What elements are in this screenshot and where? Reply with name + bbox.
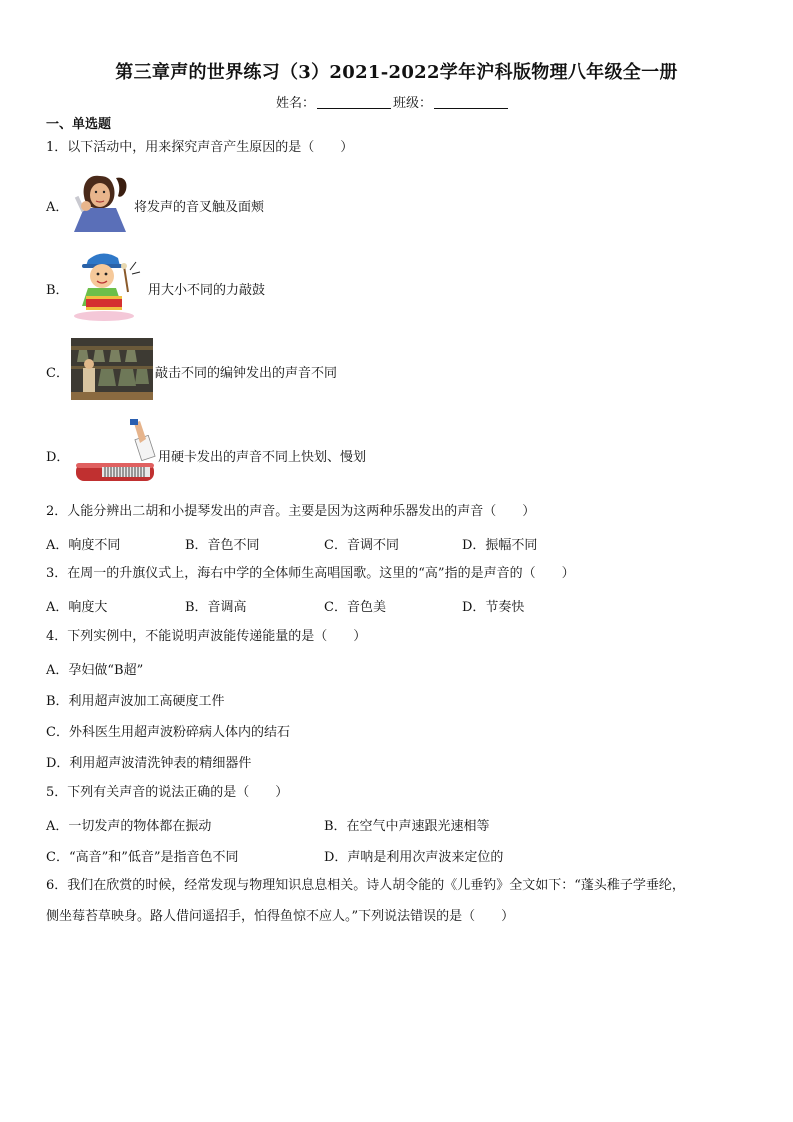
class-blank — [434, 96, 508, 109]
q4-option-a: A．孕妇做“B超” — [46, 663, 144, 678]
q2-option-d: D．振幅不同 — [462, 538, 538, 553]
q2-option-a: A．响度不同 — [46, 538, 121, 553]
question-1-stem: 1．以下活动中，用来探究声音产生原因的是（ ） — [46, 140, 354, 155]
q4-option-c: C．外科医生用超声波粉碎病人体内的结石 — [46, 725, 290, 740]
chime-bells-image — [71, 338, 153, 400]
q3-option-b: B．音调高 — [185, 600, 247, 615]
student-info — [276, 92, 510, 111]
q1-option-c-text: 敲击不同的编钟发出的声音不同 — [155, 366, 338, 381]
question-4-stem: 4．下列实例中，不能说明声波能传递能量的是（ ） — [46, 629, 367, 644]
question-6-line-1: 6．我们在欣赏的时候，经常发现与物理知识息息相关。诗人胡令能的《儿垂钓》全文如下：“蓬头稚子学垂纶， — [46, 878, 685, 893]
question-5-stem: 5．下列有关声音的说法正确的是（ ） — [46, 785, 289, 800]
q3-option-c: C．音色美 — [324, 600, 386, 615]
q1-option-d-text: 用硬卡发出的声音不同上快划、慢划 — [158, 450, 367, 465]
class-label: 班级： — [393, 96, 433, 111]
q3-option-d: D．节奏快 — [462, 600, 525, 615]
section-heading: 一、单选题 — [46, 117, 112, 132]
q2-option-c: C．音调不同 — [324, 538, 399, 553]
q1-option-c-letter: C． — [46, 366, 69, 381]
q5-option-d: D．声呐是利用次声波来定位的 — [324, 850, 504, 865]
q1-option-a-letter: A． — [46, 200, 69, 215]
q4-option-d: D．利用超声波清洗钟表的精细器件 — [46, 756, 252, 771]
q5-option-c: C．“高音”和”低音”是指音色不同 — [46, 850, 239, 865]
page-title: 第三章声的世界练习（3）2021-2022学年沪科版物理八年级全一册 — [115, 62, 678, 83]
girl-tuning-fork-image — [70, 168, 132, 232]
q5-option-b: B．在空气中声速跟光速相等 — [324, 819, 490, 834]
question-6-line-2: 侧坐莓苔草映身。路人借问遥招手，怕得鱼惊不应人。”下列说法错误的是（ ） — [46, 909, 515, 924]
boy-drum-image — [70, 246, 144, 322]
comb-card-image — [74, 419, 156, 485]
q4-option-b: B．利用超声波加工高硬度工件 — [46, 694, 225, 709]
q1-option-a-text: 将发声的音叉触及面颊 — [134, 200, 265, 215]
q1-option-d-letter: D． — [46, 450, 70, 465]
q1-option-b-text: 用大小不同的力敲鼓 — [148, 283, 266, 298]
question-2-stem: 2．人能分辨出二胡和小提琴发出的声音。主要是因为这两种乐器发出的声音（ ） — [46, 504, 536, 519]
name-blank — [317, 96, 391, 109]
name-label: 姓名： — [276, 96, 316, 111]
q5-option-a: A．一切发声的物体都在振动 — [46, 819, 212, 834]
q2-option-b: B．音色不同 — [185, 538, 260, 553]
q3-option-a: A．响度大 — [46, 600, 108, 615]
question-3-stem: 3．在周一的升旗仪式上，海右中学的全体师生高唱国歌。这里的“高”指的是声音的（ ） — [46, 566, 575, 581]
q1-option-b-letter: B． — [46, 283, 69, 298]
